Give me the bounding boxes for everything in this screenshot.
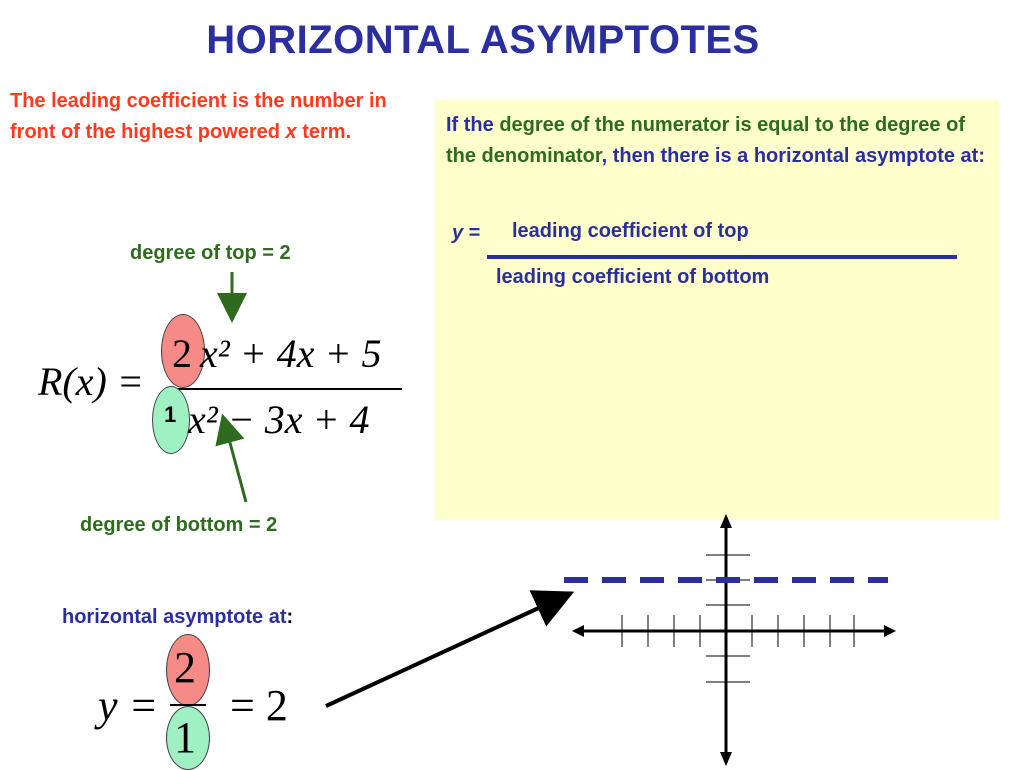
asymptote-at-label: [62, 606, 293, 629]
result-numerator: 2: [174, 643, 196, 692]
result-lhs: y =: [98, 681, 159, 730]
rule-top-label: leading coefficient of top: [512, 220, 749, 242]
result-arrow: [326, 600, 556, 706]
function-lhs: R(x) =: [38, 359, 144, 404]
coordinate-axes: [572, 514, 896, 766]
note-text-1: The leading coefficient is the number in front of the highest powered: [10, 90, 387, 143]
degree-top-label: degree of top = 2: [130, 242, 291, 264]
asymptote-at-text: horizontal asymptote at: [62, 606, 287, 628]
degree-bottom-label: degree of bottom = 2: [80, 514, 278, 536]
rule-text-3: , then there is a horizontal asymptote at:: [601, 145, 985, 167]
numerator-coefficient: 2: [172, 331, 192, 376]
page-title: HORIZONTAL ASYMPTOTES: [206, 18, 760, 62]
rule-equals: =: [463, 222, 481, 244]
y-axis-ticks: [706, 555, 750, 682]
rule-text-2: degree of the numerator is equal to the degree of the denominator: [446, 114, 965, 167]
asymptote-at-colon: :: [286, 606, 294, 628]
result-rhs: = 2: [230, 681, 288, 730]
rule-text-1: If the: [446, 114, 500, 136]
denominator-coefficient: 1: [164, 402, 177, 427]
result-denominator: 1: [174, 713, 196, 762]
note-text-2: term.: [296, 121, 352, 143]
numerator-expression: x² + 4x + 5: [200, 331, 382, 376]
denominator-expression: x² − 3x + 4: [188, 397, 370, 442]
note-x: x: [285, 121, 297, 143]
rule-y: y: [452, 222, 464, 244]
rule-bottom-label: leading coefficient of bottom: [496, 266, 770, 288]
function-fraction-bar: [168, 388, 402, 390]
